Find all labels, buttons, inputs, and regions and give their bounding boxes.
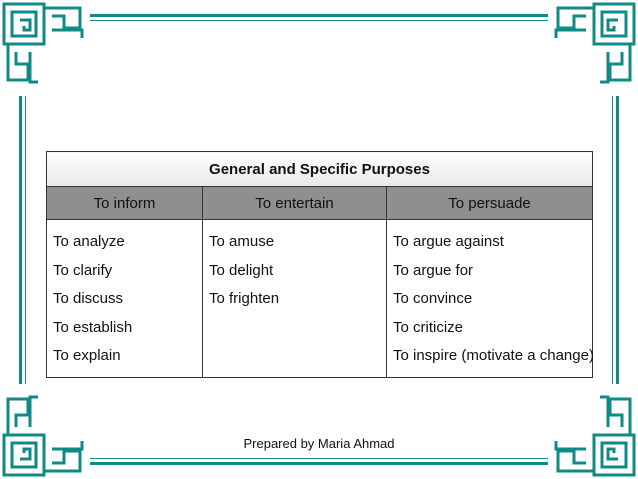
list-item: To criticize	[393, 318, 464, 336]
corner-ornament-icon	[538, 0, 638, 100]
frame-line-top	[90, 14, 548, 17]
column-header-persuade: To persuade	[387, 187, 593, 220]
column-items-persuade	[387, 220, 593, 378]
list-item: To amuse	[209, 233, 275, 250]
frame-line-top-inner	[90, 20, 548, 21]
corner-ornament-icon	[538, 379, 638, 479]
list-item: To argue against	[393, 233, 504, 250]
list-item: To delight	[209, 261, 274, 279]
column-items-inform	[47, 220, 203, 378]
purposes-table	[46, 151, 592, 378]
corner-ornament-icon	[0, 379, 100, 479]
frame-line-left-inner	[25, 96, 26, 384]
list-item: To establish	[53, 318, 133, 336]
column-items-entertain	[203, 220, 387, 378]
list-item: To frighten	[209, 290, 280, 307]
list-item: To discuss	[53, 290, 124, 307]
frame-line-right-inner	[612, 96, 613, 384]
list-item: To argue for	[393, 261, 474, 279]
footer-text: Prepared by Maria Ahmad	[243, 436, 395, 451]
table-title: General and Specific Purposes	[47, 152, 593, 187]
list-item: To inspire (motivate a change)	[393, 347, 594, 364]
list-item: To clarify	[53, 261, 113, 279]
list-item: To convince	[393, 290, 473, 307]
frame-line-left	[19, 96, 22, 384]
list-item: To explain	[53, 347, 121, 364]
frame-line-right	[616, 96, 619, 384]
column-header-inform: To inform	[47, 187, 203, 220]
frame-line-bottom	[90, 462, 548, 465]
column-header-entertain: To entertain	[203, 187, 387, 220]
footer-credit	[0, 436, 638, 451]
frame-line-bottom-inner	[90, 458, 548, 459]
corner-ornament-icon	[0, 0, 100, 100]
list-item: To analyze	[53, 233, 125, 250]
